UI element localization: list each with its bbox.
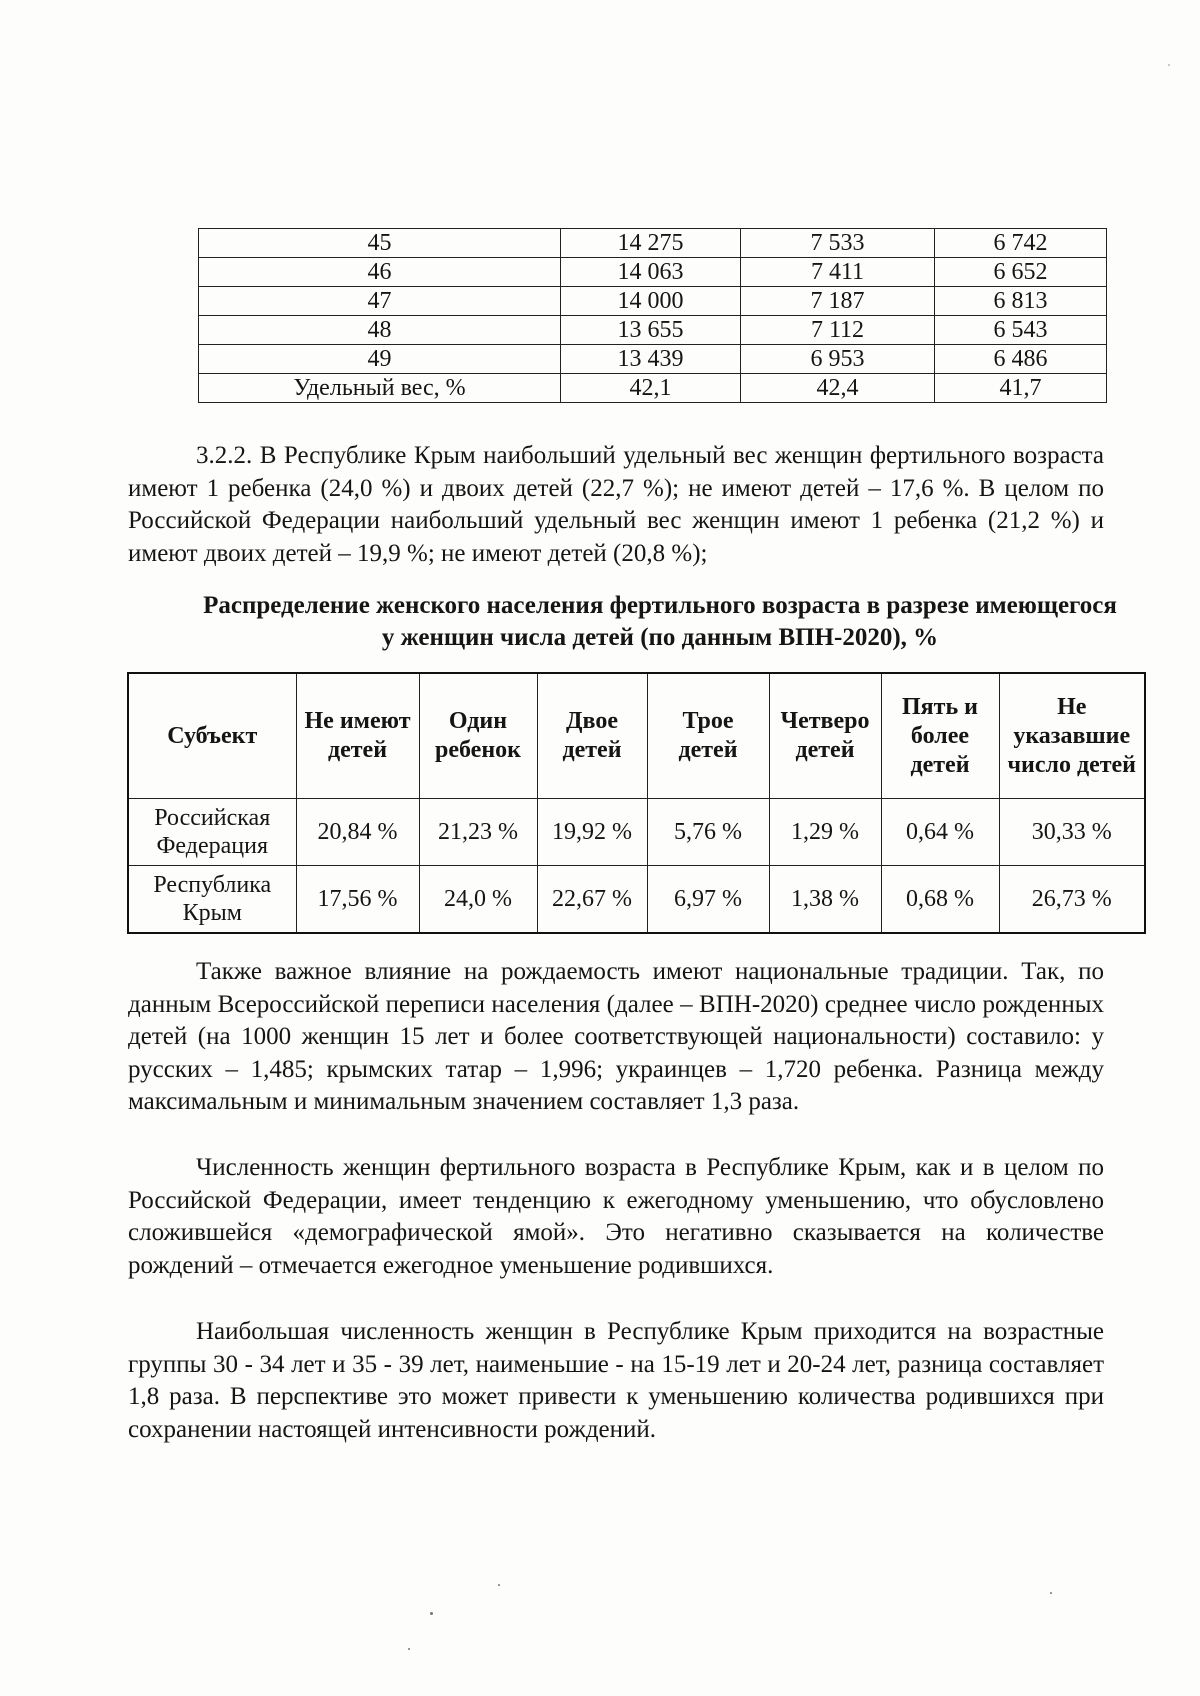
value-cell: 42,1 <box>561 374 741 403</box>
table-row <box>199 316 1107 345</box>
scan-speck <box>408 1648 410 1650</box>
value-cell: 19,92 % <box>537 799 647 866</box>
age-distribution-table <box>198 228 1107 403</box>
value-cell: 5,76 % <box>647 799 769 866</box>
value-cell: 17,56 % <box>296 866 419 934</box>
column-header: Один ребенок <box>419 673 537 799</box>
table-row <box>128 799 1145 866</box>
value-cell: 6 813 <box>935 287 1107 316</box>
value-cell: 7 112 <box>741 316 935 345</box>
age-cell: 47 <box>199 287 561 316</box>
paragraph-fertile-women-count <box>128 1152 1104 1282</box>
value-cell: 7 533 <box>741 229 935 258</box>
value-cell: 26,73 % <box>999 866 1145 934</box>
value-cell: 1,38 % <box>769 866 881 934</box>
fertility-distribution-table <box>127 672 1146 934</box>
column-header: Четверо детей <box>769 673 881 799</box>
paragraph-3-2-2 <box>128 440 1104 570</box>
value-cell: 0,68 % <box>881 866 999 934</box>
value-cell: 0,64 % <box>881 799 999 866</box>
age-cell: 49 <box>199 345 561 374</box>
value-cell: 7 187 <box>741 287 935 316</box>
value-cell: 22,67 % <box>537 866 647 934</box>
value-cell: 6 543 <box>935 316 1107 345</box>
value-cell: 21,23 % <box>419 799 537 866</box>
column-header: Двое детей <box>537 673 647 799</box>
share-label-cell: Удельный вес, % <box>199 374 561 403</box>
paragraph-text: 3.2.2. В Республике Крым наибольший удельный вес женщин фертильного возраста имеют 1 ребенка (24,0 %) и двоих детей (22,7 %); не имеют детей – 17,6 %. В целом по Российской Федерации наибольший удельный вес женщин имеют 1 ребенка (21,2 %) и имеют двоих детей – 19,9 %; не имеют детей (20,8 %); <box>128 442 1104 567</box>
value-cell: 13 655 <box>561 316 741 345</box>
value-cell: 6 953 <box>741 345 935 374</box>
table-title: Распределение женского населения фертильного возраста в разрезе имеющегося у женщин числа детей (по данным ВПН-2020), % <box>203 592 1117 651</box>
table-row <box>199 258 1107 287</box>
scan-speck <box>1050 1592 1052 1594</box>
header-row <box>128 673 1145 799</box>
age-cell: 48 <box>199 316 561 345</box>
value-cell: 6 742 <box>935 229 1107 258</box>
subject-cell: Республика Крым <box>128 866 296 934</box>
value-cell: 24,0 % <box>419 866 537 934</box>
value-cell: 14 063 <box>561 258 741 287</box>
paragraph-text: Наибольшая численность женщин в Республике Крым приходится на возрастные группы 30 - 34 лет и 35 - 39 лет, наименьшие - на 15-19 лет и 20-24 лет, разница составляет 1,8 раза. В перспективе это может привести к уменьшению количества родившихся при сохранении настоящей интенсивности рождений. <box>128 1318 1104 1443</box>
table-row <box>199 287 1107 316</box>
paragraph-text: Также важное влияние на рождаемость имеют национальные традиции. Так, по данным Всероссийской переписи населения (далее – ВПН-2020) среднее число рожденных детей (на 1000 женщин 15 лет и более соответствующей национальности) составило: у русских – 1,485; крымских татар – 1,996; украинцев – 1,720 ребенка. Разница между максимальным и минимальным значением составляет 1,3 раза. <box>128 958 1104 1115</box>
value-cell: 6,97 % <box>647 866 769 934</box>
column-header: Трое детей <box>647 673 769 799</box>
value-cell: 30,33 % <box>999 799 1145 866</box>
age-cell: 46 <box>199 258 561 287</box>
value-cell: 7 411 <box>741 258 935 287</box>
scan-speck <box>430 1612 433 1615</box>
table-row <box>199 345 1107 374</box>
scan-speck <box>1168 64 1170 66</box>
column-header: Субъект <box>128 673 296 799</box>
paragraph-national-traditions <box>128 956 1104 1119</box>
table-row <box>199 229 1107 258</box>
scan-speck <box>498 1584 500 1586</box>
table-row <box>199 374 1107 403</box>
value-cell: 20,84 % <box>296 799 419 866</box>
table-row <box>128 866 1145 934</box>
value-cell: 14 000 <box>561 287 741 316</box>
value-cell: 1,29 % <box>769 799 881 866</box>
paragraph-text: Численность женщин фертильного возраста в Республике Крым, как и в целом по Российской Федерации, имеет тенденцию к ежегодному уменьшению, что обусловлено сложившейся «демографической ямой». Это негативно сказывается на количестве рождений – отмечается ежегодное уменьшение родившихся. <box>128 1154 1104 1279</box>
value-cell: 14 275 <box>561 229 741 258</box>
column-header: Не указавшие число детей <box>999 673 1145 799</box>
subject-cell: Российская Федерация <box>128 799 296 866</box>
value-cell: 6 652 <box>935 258 1107 287</box>
column-header: Пять и более детей <box>881 673 999 799</box>
age-cell: 45 <box>199 229 561 258</box>
paragraph-age-groups <box>128 1316 1104 1446</box>
value-cell: 41,7 <box>935 374 1107 403</box>
value-cell: 6 486 <box>935 345 1107 374</box>
value-cell: 42,4 <box>741 374 935 403</box>
column-header: Не имеют детей <box>296 673 419 799</box>
value-cell: 13 439 <box>561 345 741 374</box>
